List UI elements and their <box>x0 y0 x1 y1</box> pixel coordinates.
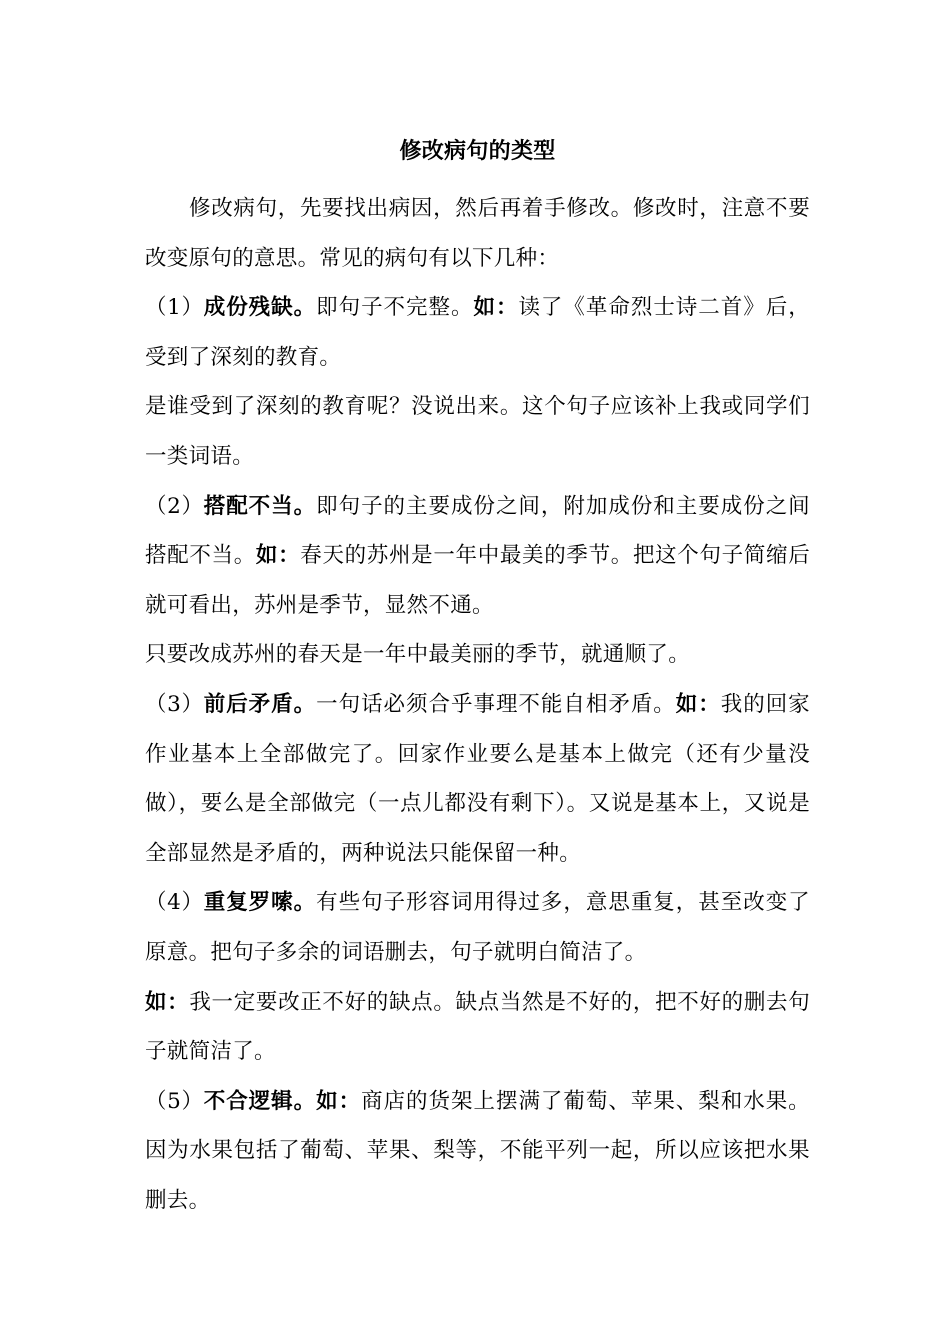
section-1-example-label: 如： <box>473 295 519 321</box>
section-3-heading: 前后矛盾。 <box>203 691 317 717</box>
section-2-example: 春天的苏州是一年中最美的季节。把这个句子简缩后就可看出，苏州是季节，显然不通。 <box>145 543 810 618</box>
section-1-example: 读了《革命烈士诗二首》后，受到了深刻的教育。 <box>145 295 810 370</box>
section-4-text: 有些句子形容词用得过多，意思重复，甚至改变了原意。把句子多余的词语删去，句子就明白简洁了。 <box>145 890 810 965</box>
section-2-heading: 搭配不当。 <box>203 493 317 519</box>
section-2-number: （2） <box>145 493 204 519</box>
section-1-text: 即句子不完整。 <box>316 295 474 321</box>
section-3-number: （3） <box>145 691 204 717</box>
section-4-example: 我一定要改正不好的缺点。缺点当然是不好的，把不好的删去句子就简洁了。 <box>145 989 810 1065</box>
section-3-example-label: 如： <box>675 691 721 717</box>
section-2-paragraph <box>145 482 810 631</box>
section-3-text: 一句话必须合乎事理不能自相矛盾。 <box>316 691 676 717</box>
section-4-heading: 重复罗嗦。 <box>203 890 317 916</box>
intro-paragraph: 修改病句，先要找出病因，然后再着手修改。修改时，注意不要改变原句的意思。常见的病句有以下几种： <box>145 196 810 271</box>
document-body <box>145 138 810 1225</box>
section-5-paragraph <box>145 1077 810 1226</box>
section-3-example: 我的回家作业基本上全部做完了。回家作业要么是基本上做完（还有少量没做），要么是全部做完（一点儿都没有剩下）。又说是基本上，又说是全部显然是矛盾的，两种说法只能保留一种。 <box>145 691 810 866</box>
section-5-heading: 不合逻辑。 <box>203 1088 317 1114</box>
section-3-paragraph <box>145 680 810 878</box>
document-title: 修改病句的类型 <box>399 139 556 164</box>
section-1-heading: 成份残缺。 <box>203 295 317 321</box>
section-2-explanation: 只要改成苏州的春天是一年中最美丽的季节，就通顺了。 <box>145 642 691 668</box>
section-1-explanation: 是谁受到了深刻的教育呢？没说出来。这个句子应该补上我或同学们一类词语。 <box>145 394 810 469</box>
section-1-number: （1） <box>145 295 204 321</box>
section-4-number: （4） <box>145 890 204 916</box>
section-1-paragraph <box>145 283 810 382</box>
section-5-example: 商店的货架上摆满了葡萄、苹果、梨和水果。因为水果包括了葡萄、苹果、梨等，不能平列一起，所以应该把水果删去。 <box>145 1088 810 1213</box>
section-5-number: （5） <box>145 1088 204 1114</box>
section-4-example-label: 如： <box>145 989 190 1015</box>
section-2-text: 即句子的主要成份之间，附加成份和主要成份之间搭配不当。 <box>145 493 810 569</box>
section-2-example-label: 如： <box>255 543 301 569</box>
section-4-example-paragraph <box>145 978 810 1077</box>
section-5-example-label: 如： <box>316 1088 362 1114</box>
section-4-paragraph <box>145 878 810 977</box>
